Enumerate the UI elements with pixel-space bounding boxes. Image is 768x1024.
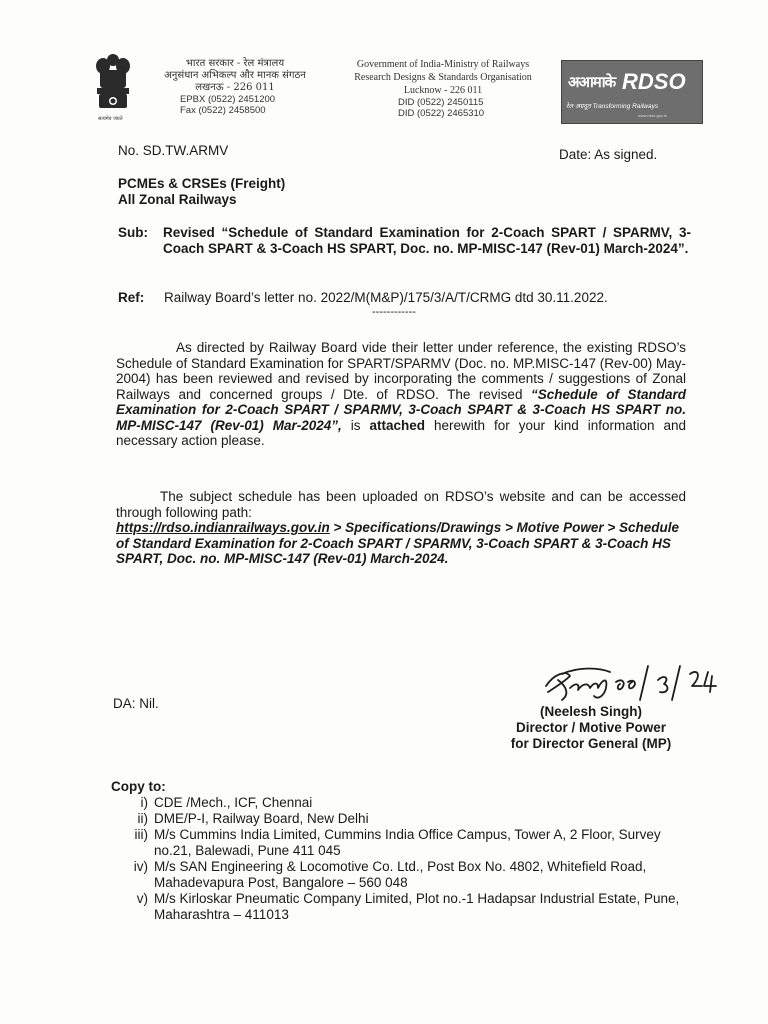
signatory-for-line: for Director General (MP) <box>510 736 672 751</box>
letter-number: No. SD.TW.ARMV <box>118 143 229 158</box>
para1-text-e: herewith for your kind information and necessary action please. <box>116 417 686 448</box>
list-item <box>110 827 690 859</box>
list-item-text: M/s SAN Engineering & Locomotive Co. Ltd., Post Box No. 4802, Whitefield Road, Mahadevapura Post, Bangalore – 560 048 <box>154 859 647 890</box>
subject-text: Revised “Schedule of Standard Examination for 2-Coach SPART / SPARMV, 3-Coach SPART & 3-Coach HS SPART, Doc. no. MP-MISC-147 (Rev-01) March-2024”. <box>163 225 691 256</box>
did-number-1: DID (0522) 2450115 <box>398 97 484 108</box>
fax-number: Fax (0522) 2458500 <box>180 105 266 116</box>
english-line-2: Research Designs & Standards Organisation <box>354 72 532 83</box>
reference-label: Ref: <box>118 290 145 305</box>
para2-path: > Specifications/Drawings > Motive Power > Schedule of Standard Examination for 2-Coach SPART / SPARMV, 3-Coach SPART & 3-Coach HS SPART, Doc. no. MP-MISC-147 (Rev-01) March-2024. <box>116 520 680 566</box>
para2-text-a: The subject schedule has been uploaded on RDSO’s website and can be accessed through following path: <box>116 489 686 520</box>
list-item-text: M/s Cummins India Limited, Cummins India Office Campus, Tower A, 2 Floor, Survey no.21, Balewadi, Pune 411 045 <box>154 827 661 858</box>
addressee-line-1: PCMEs & CRSEs (Freight) <box>118 176 286 191</box>
reference-divider: ------------ <box>372 306 416 318</box>
english-line-3: Lucknow - 226 011 <box>403 85 483 96</box>
list-item <box>110 811 690 827</box>
list-item-text: CDE /Mech., ICF, Chennai <box>154 795 313 810</box>
para1-text-a: As directed by Railway Board vide their letter under reference, the existing RDSO’s Schedule of Standard Examination for SPART/SPARMV (Doc. no. MP.MISC-147 (Rev-00) May-2004) has been reviewed and revised by incorporating the comments / suggestions of Zonal Railways and concerned groups / Dte. of RDSO. The revised <box>116 340 686 402</box>
list-item-text: DME/P-I, Railway Board, New Delhi <box>154 811 369 826</box>
logo-hindi-text: अआमाके <box>568 73 616 91</box>
emblem-caption: सत्यमेव जयते <box>98 116 123 122</box>
logo-website: www.rdso.gov.in <box>638 113 667 118</box>
hindi-line-3: लखनऊ - 226 011 <box>195 82 275 93</box>
list-item <box>110 795 690 811</box>
rdso-logo <box>561 60 703 124</box>
list-item <box>110 891 690 923</box>
copy-to-list <box>110 795 690 923</box>
list-item-number: ii) <box>137 811 148 826</box>
letterhead-hindi <box>150 58 320 116</box>
subject-label: Sub: <box>118 225 148 240</box>
logo-tagline: रेल अग्रदूत Transforming Railways <box>566 103 659 110</box>
enclosure-note: DA: Nil. <box>113 696 159 711</box>
did-number-2: DID (0522) 2465310 <box>398 108 485 119</box>
body-paragraph-1 <box>116 340 686 449</box>
para1-text-c: is <box>341 417 370 433</box>
signatory-designation: Director / Motive Power <box>515 720 667 735</box>
list-item-text: M/s Kirloskar Pneumatic Company Limited, Plot no.-1 Hadapsar Industrial Estate, Pune, Maharashtra – 411013 <box>154 891 680 922</box>
list-item-number: v) <box>136 891 148 906</box>
handwritten-signature <box>540 660 725 708</box>
body-paragraph-2 <box>116 489 686 567</box>
english-line-1: Government of India-Ministry of Railways <box>356 59 530 70</box>
hindi-line-2: अनुसंधान अभिकल्प और मानक संगठन <box>164 70 306 81</box>
letterhead-english <box>336 58 550 119</box>
hindi-line-1: भारत सरकार - रेल मंत्रालय <box>185 58 285 69</box>
national-emblem-icon <box>92 50 134 122</box>
logo-rdso-text: RDSO <box>622 69 686 94</box>
list-item-number: iv) <box>133 859 148 874</box>
letter-date: Date: As signed. <box>559 147 658 162</box>
addressee <box>118 176 285 208</box>
list-item-number: i) <box>140 795 148 810</box>
addressee-line-2: All Zonal Railways <box>118 192 237 207</box>
reference-text: Railway Board’s letter no. 2022/M(M&P)/175/3/A/T/CRMG dtd 30.11.2022. <box>164 290 608 305</box>
signatory-name: (Neelesh Singh) <box>539 704 642 719</box>
para1-attached: attached <box>369 417 426 433</box>
epbx-number: EPBX (0522) 2451200 <box>180 94 276 105</box>
copy-to-title: Copy to: <box>111 779 166 794</box>
list-item <box>110 859 690 891</box>
list-item-number: iii) <box>134 827 148 842</box>
para1-schedule-title: “Schedule of Standard Examination for 2-Coach SPART / SPARMV, 3-Coach SPART & 3-Coach HS SPART no. MP-MISC-147 (Rev-01) Mar-2024”, <box>116 386 686 433</box>
signatory-block <box>496 704 686 752</box>
rdso-website-link[interactable]: https://rdso.indianrailways.gov.in <box>116 520 330 535</box>
